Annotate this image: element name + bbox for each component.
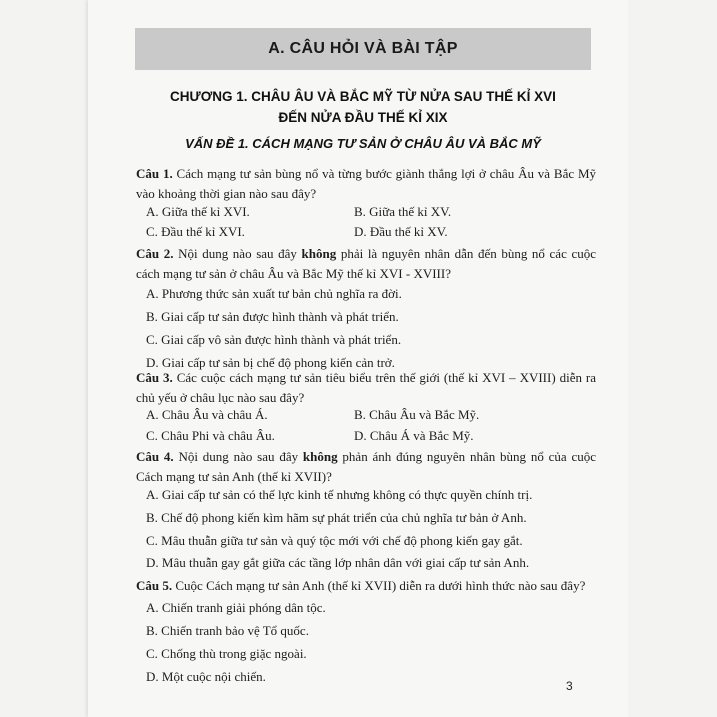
- option-b: B. Châu Âu và Bắc Mỹ.: [354, 407, 480, 422]
- option-c: C. Giai cấp vô sản được hình thành và phát triển.: [146, 332, 402, 347]
- question-label: Câu 1.: [136, 166, 173, 181]
- option-a: A. Chiến tranh giải phóng dân tộc.: [146, 600, 326, 615]
- option-d: D. Giai cấp tư sản bị chế độ phong kiến cản trở.: [146, 355, 395, 370]
- option-b: B. Giữa thế kỉ XV.: [354, 204, 452, 219]
- question-text: Cách mạng tư sản bùng nổ và từng bước giành thắng lợi ở châu Âu và Bắc Mỹ vào khoảng thời gian nào sau đây?: [136, 166, 596, 201]
- option-d: D. Một cuộc nội chiến.: [146, 669, 266, 684]
- question-5: [136, 576, 596, 596]
- option-b: B. Chiến tranh bảo vệ Tổ quốc.: [146, 623, 309, 638]
- option-a: A. Giai cấp tư sản có thế lực kinh tế nhưng không có thực quyền chính trị.: [146, 487, 533, 502]
- chapter-title-line-2: ĐẾN NỬA ĐẦU THẾ KỈ XIX: [278, 110, 448, 125]
- option-d: D. Mâu thuẫn gay gắt giữa các tầng lớp nhân dân với giai cấp tư sản Anh.: [146, 555, 530, 570]
- question-text-end: phản ánh đúng nguyên nhân bùng nổ của cuộc Cách mạng tư sản Anh (thế kỉ XVII)?: [136, 449, 597, 484]
- question-1: [136, 164, 596, 204]
- question-label: Câu 4.: [136, 449, 174, 464]
- option-c: C. Đầu thế kỉ XVI.: [146, 224, 245, 239]
- option-c: C. Chống thù trong giặc ngoài.: [146, 646, 307, 661]
- section-title: A. CÂU HỎI VÀ BÀI TẬP: [268, 40, 458, 57]
- option-b: B. Giai cấp tư sản được hình thành và phát triển.: [146, 309, 399, 324]
- question-text: Các cuộc cách mạng tư sản tiêu biểu trên thế giới (thế kỉ XVI – XVIII) diễn ra chủ yếu ở châu lục nào sau đây?: [136, 370, 597, 405]
- question-text-start: Nội dung nào sau đây: [178, 449, 299, 464]
- option-b: B. Chế độ phong kiến kìm hãm sự phát triển của chủ nghĩa tư bản ở Anh.: [146, 510, 527, 525]
- question-2: [136, 244, 596, 284]
- topic-title: VẤN ĐỀ 1. CÁCH MẠNG TƯ SẢN Ở CHÂU ÂU VÀ BẮC MỸ: [185, 136, 541, 151]
- question-label: Câu 3.: [136, 370, 173, 385]
- option-c: C. Mâu thuẫn giữa tư sản và quý tộc mới với chế độ phong kiến gay gắt.: [146, 533, 523, 548]
- option-d: D. Châu Á và Bắc Mỹ.: [354, 428, 474, 443]
- option-a: A. Giữa thế kỉ XVI.: [146, 204, 250, 219]
- question-label: Câu 2.: [136, 246, 174, 261]
- question-3: [136, 368, 596, 408]
- section-title-banner: [135, 28, 591, 70]
- option-a: A. Châu Âu và châu Á.: [146, 407, 268, 422]
- question-text-end: phải là nguyên nhân dẫn đến bùng nổ các cuộc cách mạng tư sản ở châu Âu và Bắc Mỹ thế kỉ XVI - XVIII?: [136, 246, 596, 281]
- question-text: Cuộc Cách mạng tư sản Anh (thế kỉ XVII) diễn ra dưới hình thức nào sau đây?: [175, 578, 586, 593]
- option-a: A. Phương thức sản xuất tư bản chủ nghĩa ra đời.: [146, 286, 402, 301]
- book-page: [88, 0, 628, 717]
- question-4: [136, 447, 596, 487]
- question-text-start: Nội dung nào sau đây: [178, 246, 297, 261]
- page-number: 3: [566, 679, 573, 693]
- question-keyword: không: [301, 246, 337, 261]
- question-label: Câu 5.: [136, 578, 173, 593]
- option-d: D. Đầu thế kỉ XV.: [354, 224, 448, 239]
- question-keyword: không: [302, 449, 338, 464]
- chapter-title-line-1: CHƯƠNG 1. CHÂU ÂU VÀ BẮC MỸ TỪ NỬA SAU THẾ KỈ XVI: [170, 89, 556, 104]
- chapter-title: [128, 86, 598, 128]
- option-c: C. Châu Phi và châu Âu.: [146, 428, 275, 443]
